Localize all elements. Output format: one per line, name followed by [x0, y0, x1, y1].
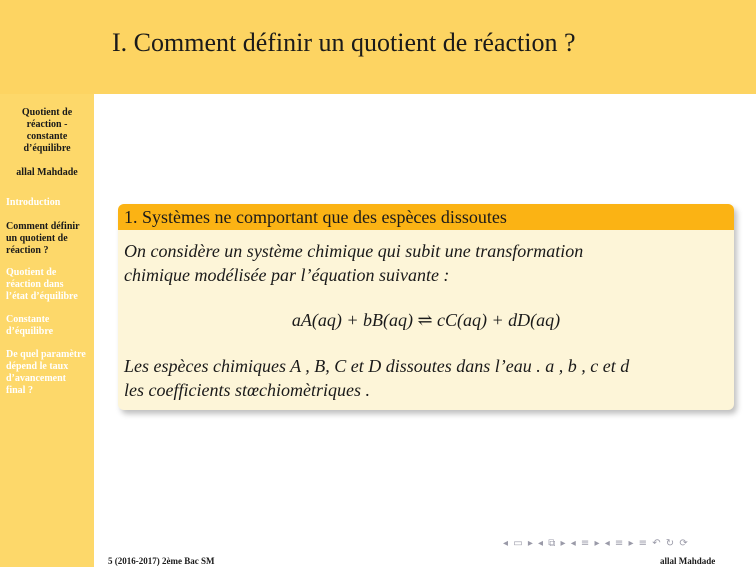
beamer-navigation-symbols[interactable]: ◂ ▭ ▸ ◂ ⧉ ▸ ◂ ≡ ▸ ◂ ≡ ▸ ≡ ↶ ↻ ⟳: [503, 538, 689, 549]
content-block: [118, 204, 734, 410]
nav-label: réaction ?: [6, 245, 49, 256]
nav-label: final ?: [6, 385, 33, 396]
block-title: 1. Systèmes ne comportant que des espèces dissoutes: [124, 207, 507, 227]
nav-label: un quotient de: [6, 233, 68, 244]
footer-right: allal Mahdade: [660, 556, 716, 566]
nav-label: De quel paramètre: [6, 349, 86, 360]
nav-label: Introduction: [6, 197, 61, 208]
nav-label: Constante: [6, 314, 50, 325]
frame-header: [94, 0, 756, 94]
paragraph-line: Les espèces chimiques A , B, C et D dissoutes dans l’eau . a , b , c et d: [124, 356, 630, 376]
paragraph-line: les coefficients stœchiomètriques .: [124, 380, 370, 400]
sidebar-title-line: Quotient de: [21, 107, 73, 118]
sidebar-title-line: réaction -: [26, 119, 68, 130]
nav-label: réaction dans: [6, 279, 64, 290]
sidebar-nav-comment-definir[interactable]: [6, 221, 92, 257]
sidebar-title-line: constante: [26, 131, 68, 142]
nav-label: Comment définir: [6, 221, 80, 232]
nav-label: d’équilibre: [6, 326, 54, 337]
paragraph-line: On considère un système chimique qui subit une transformation: [124, 241, 584, 261]
sidebar-presentation-title: [4, 107, 90, 155]
sidebar-nav-parametre[interactable]: [6, 349, 92, 397]
reaction-equation: aA(aq) + bB(aq) ⇌ cC(aq) + dD(aq): [291, 310, 561, 330]
block-species-paragraph: [124, 354, 724, 402]
frame-title: I. Comment définir un quotient de réaction ?: [112, 28, 576, 57]
paragraph-line: chimique modélisée par l’équation suivante :: [124, 265, 450, 285]
nav-label: l’état d’équilibre: [6, 291, 78, 302]
nav-label: d’avancement: [6, 373, 66, 384]
nav-label: dépend le taux: [6, 361, 69, 372]
sidebar-nav-quotient-equilibre[interactable]: [6, 267, 92, 303]
footer-left: 5 (2016-2017) 2ème Bac SM: [108, 556, 215, 566]
sidebar-title-line: d’équilibre: [23, 143, 71, 154]
sidebar-header-area: [0, 0, 94, 94]
nav-label: Quotient de: [6, 267, 57, 278]
sidebar-nav-constante[interactable]: [6, 314, 92, 338]
block-intro-paragraph: [124, 239, 724, 287]
sidebar-author: allal Mahdade: [16, 167, 78, 178]
sidebar-nav-introduction[interactable]: [6, 197, 92, 209]
block-header: [118, 204, 734, 230]
